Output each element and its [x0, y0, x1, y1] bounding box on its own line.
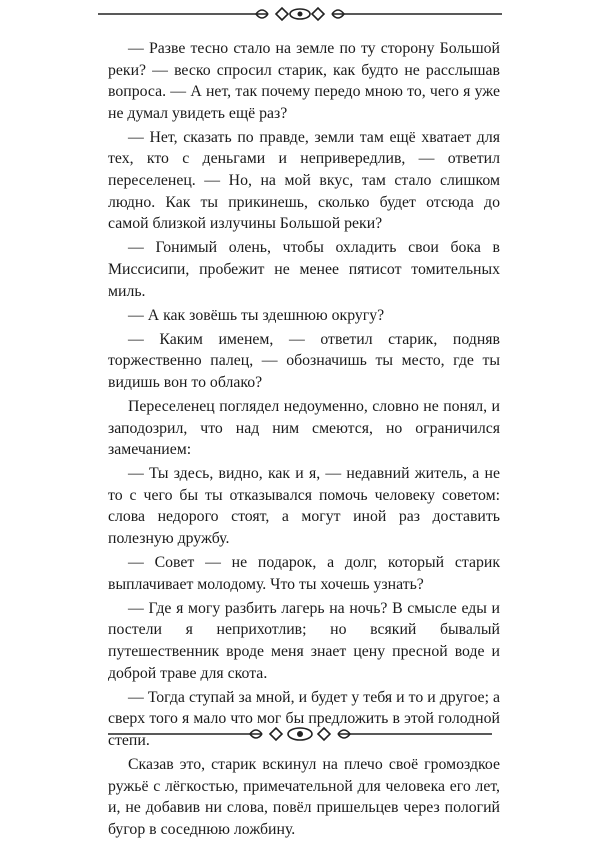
- header-ornament: [0, 2, 600, 26]
- footer-ornament: [0, 722, 600, 746]
- paragraph-6: Переселенец поглядел недоуменно, словно не понял, и заподозрил, что над ним смеются, но ограничился замечанием:: [108, 398, 500, 459]
- paragraph-2: — Нет, сказать по правде, земли там ещё хватает для тех, кто с деньгами и непривередлив, — ответил переселенец. — Но, на мой вкус, там стало слишком людно. Как ты прикинешь, сколько будет отсюда до самой близкой излучины Большой реки?: [108, 128, 500, 233]
- paragraph-4: — А как зовёшь ты здешнюю округу?: [128, 306, 385, 324]
- paragraph-1: — Разве тесно стало на земле по ту сторону Большой реки? — веско спросил старик, как будто не расслышав вопроса. — А нет, так почему передо мною то, чего я уже не думал увидеть ещё раз?: [108, 40, 500, 122]
- paragraph-11: Сказав это, старик вскинул на плечо своё громоздкое ружьё с лёгкостью, примечательной для человека его лет, и, не добавив ни слова, повёл пришельцев через пологий бугор в соседнюю ложбину.: [108, 756, 500, 838]
- paragraph-8: — Совет — не подарок, а долг, который старик выплачивает молодому. Что ты хочешь узнать?: [108, 554, 500, 593]
- paragraph-9: — Где я могу разбить лагерь на ночь? В смысле еды и постели я неприхотлив; но всякий бывалый путешественник вроде меня знает цену пресной воде и доброй траве для скота.: [108, 599, 500, 682]
- paragraph-5: — Каким именем, — ответил старик, подняв торжественно палец, — обозначишь ты место, где ты видишь вон то облако?: [108, 330, 500, 391]
- paragraph-10: — Тогда ступай за мной, и будет у тебя и то и другое; а сверх того я мало что мог бы предложить в этой голодной степи.: [108, 688, 500, 749]
- paragraph-7: — Ты здесь, видно, как и я, — недавний житель, а не то с чего бы ты отказывался помочь человеку советом: слова недорого стоят, а могут иной раз доставить полезную дружбу.: [108, 465, 500, 548]
- paragraph-3: — Гонимый олень, чтобы охладить свои бока в Миссисипи, пробежит не менее пятисот томительных миль.: [108, 239, 500, 300]
